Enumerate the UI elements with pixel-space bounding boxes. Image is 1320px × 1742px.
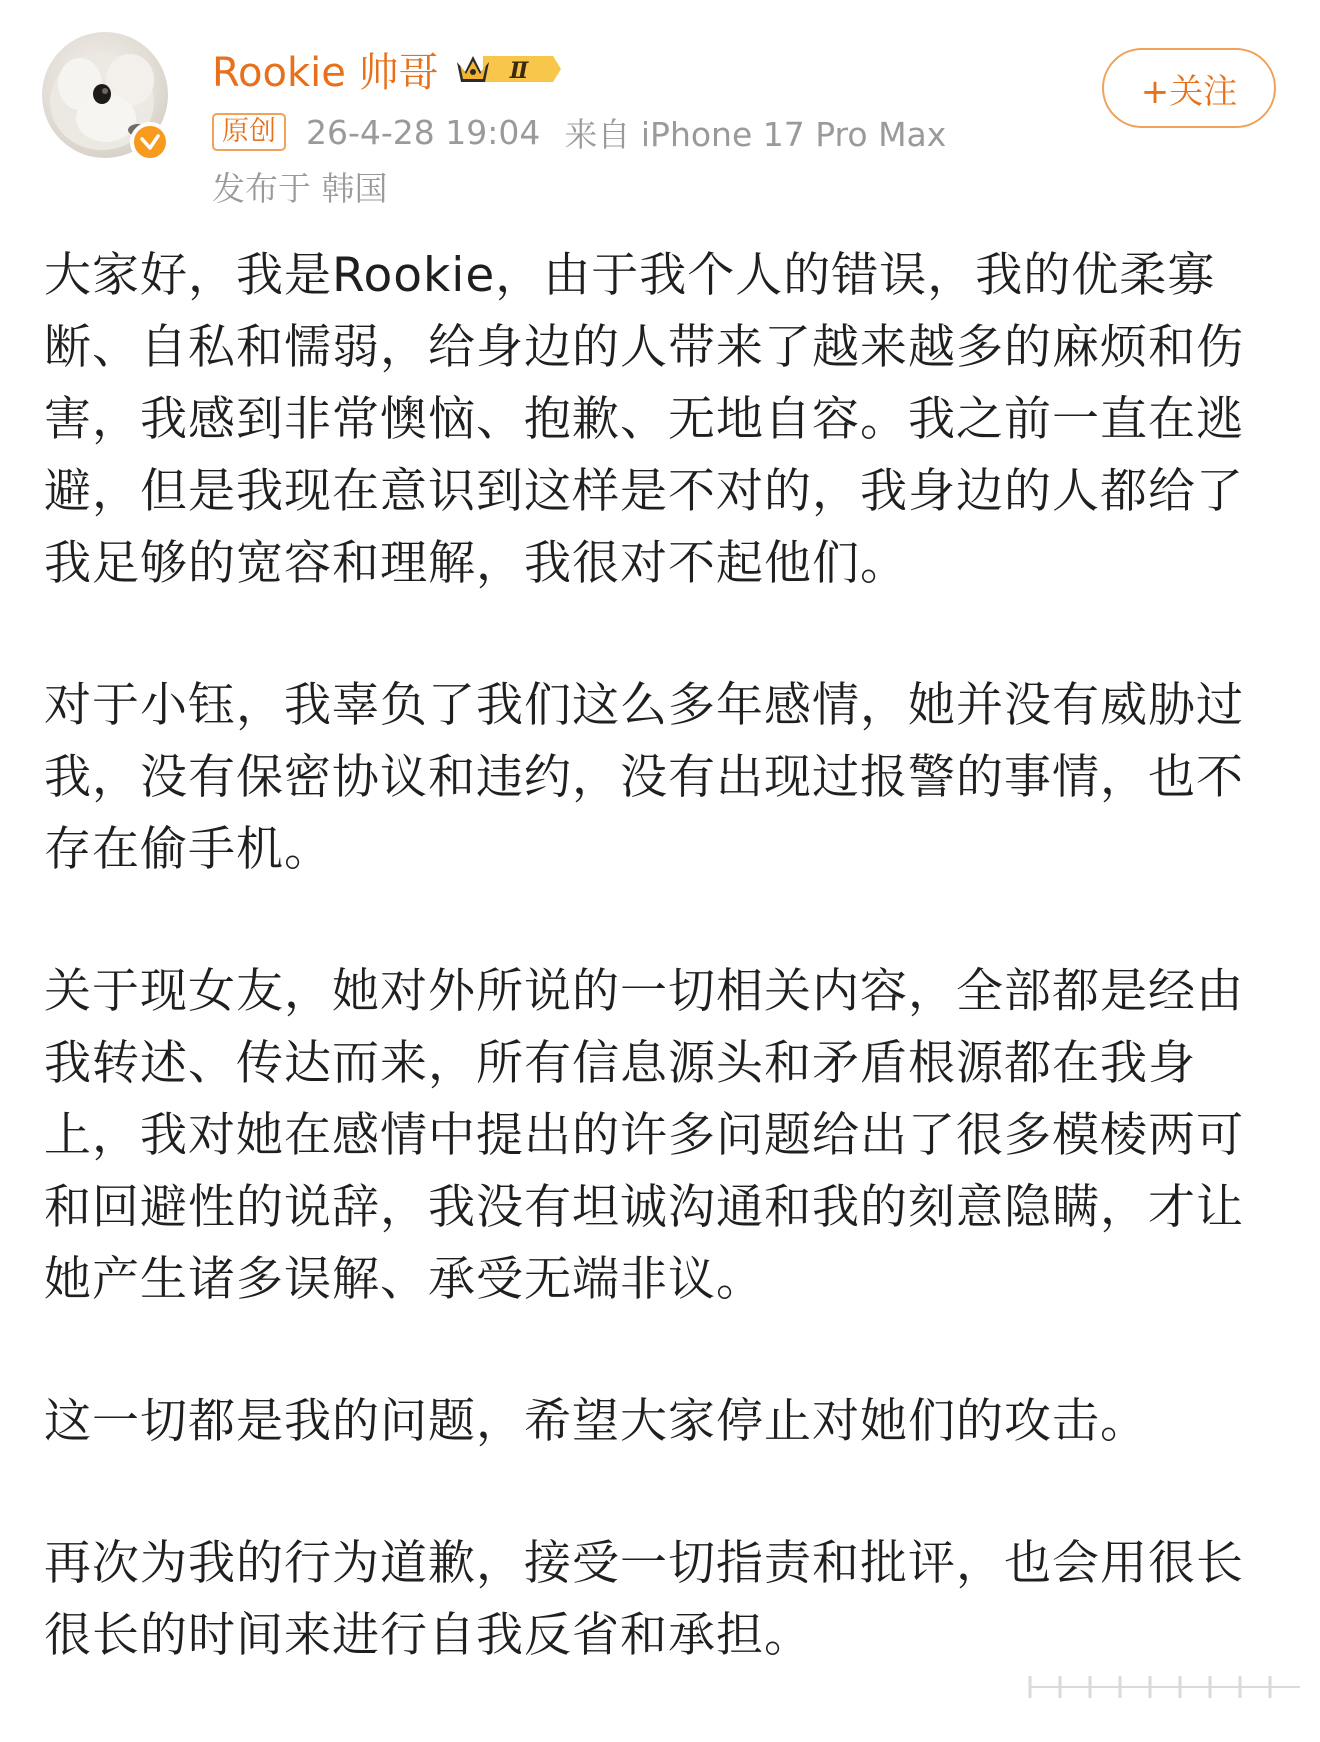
post-source: 来自 iPhone 17 Pro Max (564, 114, 947, 154)
post-location: 发布于 韩国 (212, 169, 388, 208)
post-paragraph: 关于现女友，她对外所说的一切相关内容，全部都是经由我转述、传达而来，所有信息源头和矛盾根源都在我身上，我对她在感情中提出的许多问题给出了很多模棱两可和回避性的说辞，我没有坦诚沟通和我的刻意隐瞒，才让她产生诸多误解、承受无端非议。 (44, 964, 1244, 1307)
username-row (212, 42, 563, 96)
post-paragraph: 这一切都是我的问题，希望大家停止对她们的攻击。 (44, 1394, 1148, 1449)
crown-vip-icon[interactable] (453, 48, 563, 90)
original-tag: 原创 (212, 113, 286, 151)
watermark-graphic (1020, 1670, 1310, 1704)
post-paragraph: 大家好，我是Rookie，由于我个人的错误，我的优柔寡断、自私和懦弱，给身边的人带来了越来越多的麻烦和伤害，我感到非常懊恼、抱歉、无地自容。我之前一直在逃避，但是我现在意识到这样是不对的，我身边的人都给了我足够的宽容和理解，我很对不起他们。 (44, 248, 1244, 591)
post-timestamp: 26-4-28 19:04 (306, 112, 541, 152)
post-meta (212, 108, 946, 156)
follow-button[interactable]: +关注 (1102, 48, 1276, 128)
verified-badge-icon (130, 122, 170, 162)
post-paragraph: 再次为我的行为道歉，接受一切指责和批评，也会用很长很长的时间来进行自我反省和承担。 (44, 1536, 1244, 1663)
username-link[interactable]: Rookie 帅哥 (212, 49, 439, 96)
post-paragraph: 对于小钰，我辜负了我们这么多年感情，她并没有威胁过我，没有保密协议和违约，没有出现过报警的事情，也不存在偷手机。 (44, 678, 1244, 877)
svg-text:Ⅱ: Ⅱ (509, 58, 528, 84)
post-body (44, 240, 1284, 1742)
post-header (0, 0, 1320, 215)
